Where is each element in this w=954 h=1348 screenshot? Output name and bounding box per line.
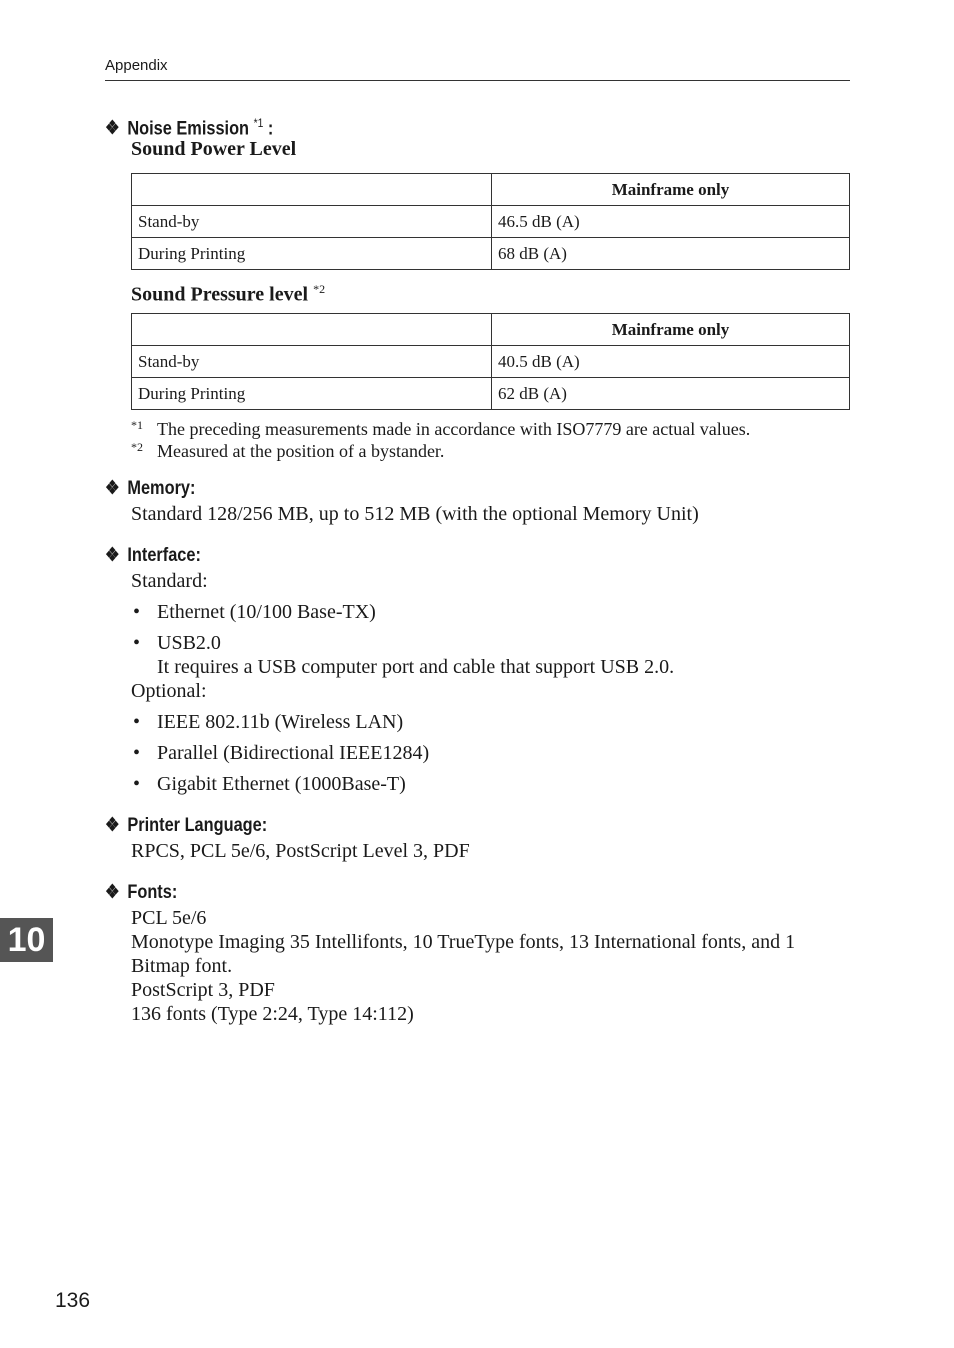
noise-title-colon: : bbox=[267, 118, 274, 140]
sound-pressure-table bbox=[131, 313, 850, 410]
table-row bbox=[132, 206, 850, 238]
table-cell-label: During Printing bbox=[132, 238, 492, 270]
list-item-text: IEEE 802.11b (Wireless LAN) bbox=[157, 711, 404, 733]
table-cell-value: 40.5 dB (A) bbox=[492, 346, 850, 378]
section-fonts-title bbox=[105, 880, 746, 906]
bullet-icon: • bbox=[133, 632, 141, 654]
table-row bbox=[132, 238, 850, 270]
noise-title-text: Noise Emission bbox=[127, 118, 250, 140]
footnote bbox=[131, 418, 850, 440]
table-header-row bbox=[132, 174, 850, 206]
bullet-icon: • bbox=[133, 601, 141, 623]
table-row bbox=[132, 346, 850, 378]
printer-language-text: RPCS, PCL 5e/6, PostScript Level 3, PDF bbox=[131, 840, 470, 862]
table-column-header: Mainframe only bbox=[492, 174, 850, 206]
footnote-text: Measured at the position of a bystander. bbox=[157, 441, 445, 461]
list-item bbox=[131, 631, 850, 679]
fonts-pcl-label: PCL 5e/6 bbox=[131, 907, 207, 929]
table-cell-value: 68 dB (A) bbox=[492, 238, 850, 270]
sound-power-table bbox=[131, 173, 850, 270]
table-cell-label: During Printing bbox=[132, 378, 492, 410]
list-item-text: Parallel (Bidirectional IEEE1284) bbox=[157, 742, 430, 764]
sound-pressure-title-text: Sound Pressure level bbox=[131, 283, 309, 306]
list-item bbox=[131, 741, 850, 765]
section-printer-language-title bbox=[105, 813, 746, 839]
table-cell-value: 46.5 dB (A) bbox=[492, 206, 850, 238]
standard-interface-list bbox=[131, 600, 850, 679]
fonts-title-text: Fonts: bbox=[127, 882, 178, 903]
table-cell-value: 62 dB (A) bbox=[492, 378, 850, 410]
fonts-ps-text: 136 fonts (Type 2:24, Type 14:112) bbox=[131, 1003, 414, 1025]
memory-title-text: Memory: bbox=[127, 478, 196, 499]
section-interface-title bbox=[105, 543, 746, 569]
table-cell-label: Stand-by bbox=[132, 206, 492, 238]
bullet-icon: • bbox=[133, 773, 141, 795]
section-memory-title bbox=[105, 476, 746, 502]
chapter-tab: 10 bbox=[0, 918, 53, 962]
list-item-text: Ethernet (10/100 Base-TX) bbox=[157, 601, 376, 623]
footnote-ref: *2 bbox=[313, 282, 326, 296]
footnote-ref: *1 bbox=[253, 116, 264, 130]
diamond-bullet-icon: ❖ bbox=[105, 882, 120, 903]
list-item-text: Gigabit Ethernet (1000Base-T) bbox=[157, 773, 406, 795]
table-cell-label: Stand-by bbox=[132, 346, 492, 378]
table-row bbox=[132, 378, 850, 410]
footnote bbox=[131, 440, 850, 462]
page-number: 136 bbox=[55, 1289, 91, 1312]
bullet-icon: • bbox=[133, 711, 141, 733]
memory-text: Standard 128/256 MB, up to 512 MB (with the optional Memory Unit) bbox=[131, 503, 699, 525]
footnote-mark: *2 bbox=[131, 440, 143, 454]
running-header: Appendix bbox=[105, 57, 850, 81]
fonts-ps-label: PostScript 3, PDF bbox=[131, 979, 275, 1001]
table-header-row bbox=[132, 314, 850, 346]
fonts-pcl-text: Monotype Imaging 35 Intellifonts, 10 TrueType fonts, 13 International fonts, and 1 Bitmap font. bbox=[131, 931, 796, 977]
usb-note: It requires a USB computer port and cable that support USB 2.0. bbox=[157, 656, 675, 678]
diamond-bullet-icon: ❖ bbox=[105, 118, 120, 140]
diamond-bullet-icon: ❖ bbox=[105, 478, 120, 499]
interface-title-text: Interface: bbox=[127, 545, 201, 566]
interface-standard-label: Standard: bbox=[131, 570, 208, 592]
diamond-bullet-icon: ❖ bbox=[105, 545, 120, 566]
table-empty-cell bbox=[132, 314, 492, 346]
diamond-bullet-icon: ❖ bbox=[105, 815, 120, 836]
sound-pressure-title bbox=[131, 276, 850, 306]
list-item bbox=[131, 710, 850, 734]
section-noise-title bbox=[105, 110, 746, 140]
table-empty-cell bbox=[132, 174, 492, 206]
optional-interface-list bbox=[131, 710, 850, 796]
interface-optional-label: Optional: bbox=[131, 680, 207, 702]
list-item-text: USB2.0 bbox=[157, 632, 221, 654]
printer-language-title-text: Printer Language: bbox=[127, 815, 268, 836]
bullet-icon: • bbox=[133, 742, 141, 764]
list-item bbox=[131, 772, 850, 796]
sound-power-title: Sound Power Level bbox=[131, 138, 297, 160]
table-column-header: Mainframe only bbox=[492, 314, 850, 346]
footnote-text: The preceding measurements made in accordance with ISO7779 are actual values. bbox=[157, 419, 751, 439]
page-content bbox=[105, 110, 850, 1026]
list-item bbox=[131, 600, 850, 624]
footnote-mark: *1 bbox=[131, 418, 143, 432]
